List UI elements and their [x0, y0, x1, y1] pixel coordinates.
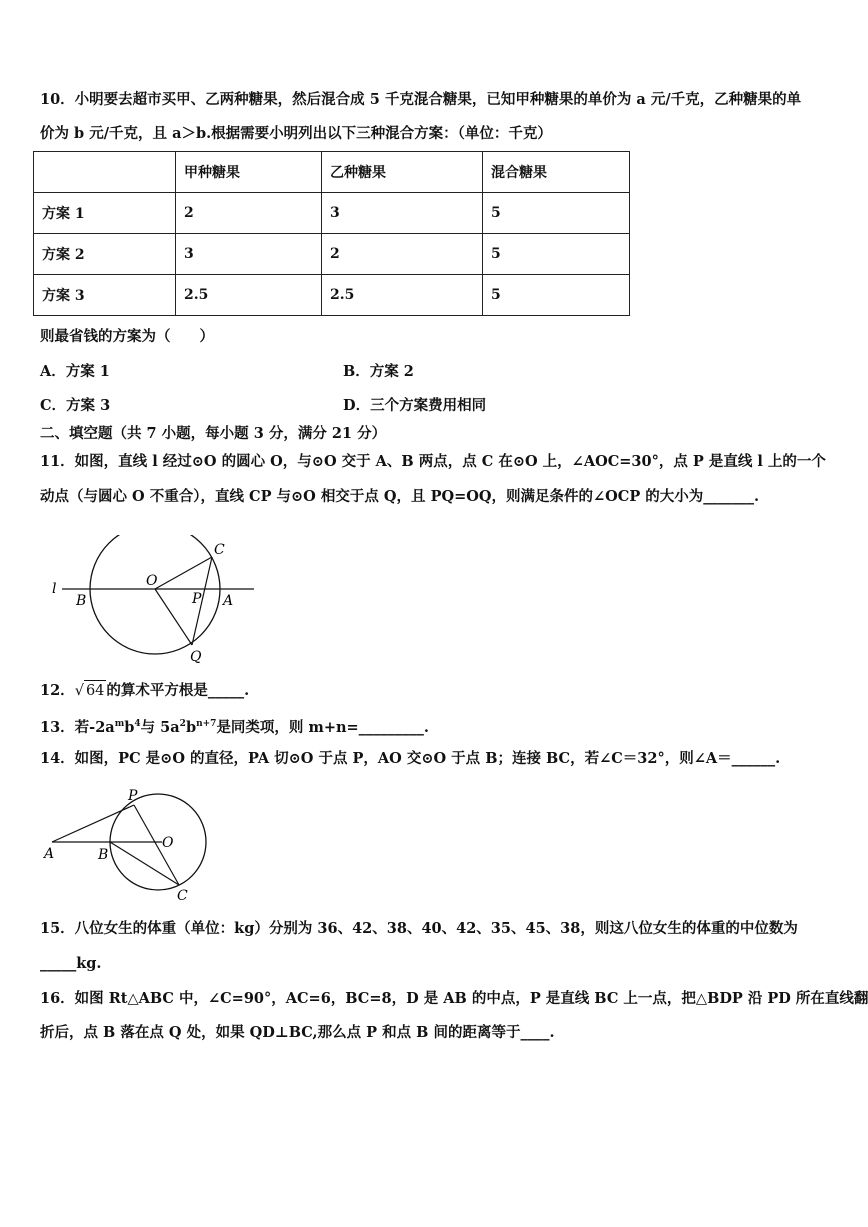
q10-table	[33, 151, 630, 316]
q13-text: 与 5a	[140, 718, 180, 736]
table-cell: 5	[483, 193, 630, 234]
q15-line2: _____kg.	[40, 955, 102, 972]
q11-circle-figure	[40, 535, 270, 667]
section-heading: 二、填空题（共 7 小题，每小题 3 分，满分 21 分）	[40, 425, 387, 442]
table-cell: 方案 1	[34, 193, 176, 234]
q13-text: b	[185, 718, 197, 736]
segment-oq	[155, 589, 192, 645]
q13-sup: m	[114, 719, 125, 729]
table-cell: 3	[322, 193, 483, 234]
label-b: B	[98, 847, 109, 863]
table-cell: 方案 2	[34, 234, 176, 275]
q13-sup: 2	[179, 719, 186, 729]
label-o: O	[162, 835, 174, 851]
label-a: A	[44, 846, 55, 862]
table-row	[34, 234, 630, 275]
label-p: P	[192, 591, 202, 607]
q12-suffix: 的算术平方根是_____.	[106, 682, 250, 699]
table-cell: 甲种糖果	[176, 152, 322, 193]
q12-radicand: 64	[84, 680, 106, 701]
table-cell: 5	[483, 275, 630, 316]
table-cell: 2.5	[176, 275, 322, 316]
q11-line2: 动点（与圆心 O 不重合），直线 CP 与⊙O 相交于点 Q，且 PQ=OQ，则满足条件的∠OCP 的大小为_______.	[40, 488, 760, 505]
q14-line: 14．如图，PC 是⊙O 的直径，PA 切⊙O 于点 P，AO 交⊙O 于点 B；连接 BC，若∠C＝32°，则∠A＝______.	[40, 750, 781, 767]
q13-sup: n+7	[196, 719, 217, 729]
q10-option-d: D．三个方案费用相同	[343, 397, 487, 414]
label-a: A	[223, 593, 234, 609]
label-c: C	[177, 888, 188, 904]
table-cell: 5	[483, 234, 630, 275]
q15-line1: 15．八位女生的体重（单位：kg）分别为 36、42、38、40、42、35、45、38，则这八位女生的体重的中位数为	[40, 920, 798, 937]
table-row	[34, 275, 630, 316]
q10-option-c: C．方案 3	[40, 397, 111, 414]
segment-ap	[52, 805, 134, 842]
q16-line2: 折后，点 B 落在点 Q 处，如果 QD⊥BC,那么点 P 和点 B 间的距离等于____.	[40, 1024, 555, 1041]
q12-line: 12．√ 64 的算术平方根是_____.	[40, 682, 250, 699]
table-header-row	[34, 152, 630, 193]
label-l: l	[52, 581, 57, 597]
q14-tangent-figure	[40, 786, 220, 904]
q13-text: b	[124, 718, 135, 736]
table-cell: 乙种糖果	[322, 152, 483, 193]
q10-line2: 价为 b 元/千克，且 a＞b.根据需要小明列出以下三种混合方案：（单位：千克）	[40, 125, 552, 142]
q13-line	[40, 714, 429, 738]
q10-question: 则最省钱的方案为（ ）	[40, 328, 214, 345]
table-cell: 2	[176, 193, 322, 234]
table-row	[34, 193, 630, 234]
table-cell: 混合糖果	[483, 152, 630, 193]
label-c: C	[214, 542, 225, 558]
q10-option-a: A．方案 1	[40, 363, 110, 380]
q13-sup: 4	[134, 719, 141, 729]
q10-line1: 10．小明要去超市买甲、乙两种糖果，然后混合成 5 千克混合糖果，已知甲种糖果的单价为 a 元/千克，乙种糖果的单	[40, 91, 802, 108]
q12-prefix: 12．	[40, 682, 75, 699]
table-cell: 方案 3	[34, 275, 176, 316]
label-b: B	[76, 593, 87, 609]
table-cell: 2.5	[322, 275, 483, 316]
segment-oc	[155, 557, 212, 589]
label-o: O	[146, 573, 158, 589]
label-p: P	[128, 788, 138, 804]
q10-option-b: B．方案 2	[343, 363, 414, 380]
q11-line1: 11．如图，直线 l 经过⊙O 的圆心 O，与⊙O 交于 A、B 两点，点 C 在⊙O 上，∠AOC=30°，点 P 是直线 l 上的一个	[40, 453, 826, 470]
table-cell: 2	[322, 234, 483, 275]
q13-text: 13．若-2a	[40, 718, 115, 736]
table-cell	[34, 152, 176, 193]
table-cell: 3	[176, 234, 322, 275]
q16-line1: 16．如图 Rt△ABC 中，∠C=90°，AC=6，BC=8，D 是 AB 的中点，P 是直线 BC 上一点，把△BDP 沿 PD 所在直线翻	[40, 990, 868, 1007]
q13-text: 是同类项，则 m+n=_________.	[216, 718, 429, 736]
label-q: Q	[190, 649, 202, 665]
